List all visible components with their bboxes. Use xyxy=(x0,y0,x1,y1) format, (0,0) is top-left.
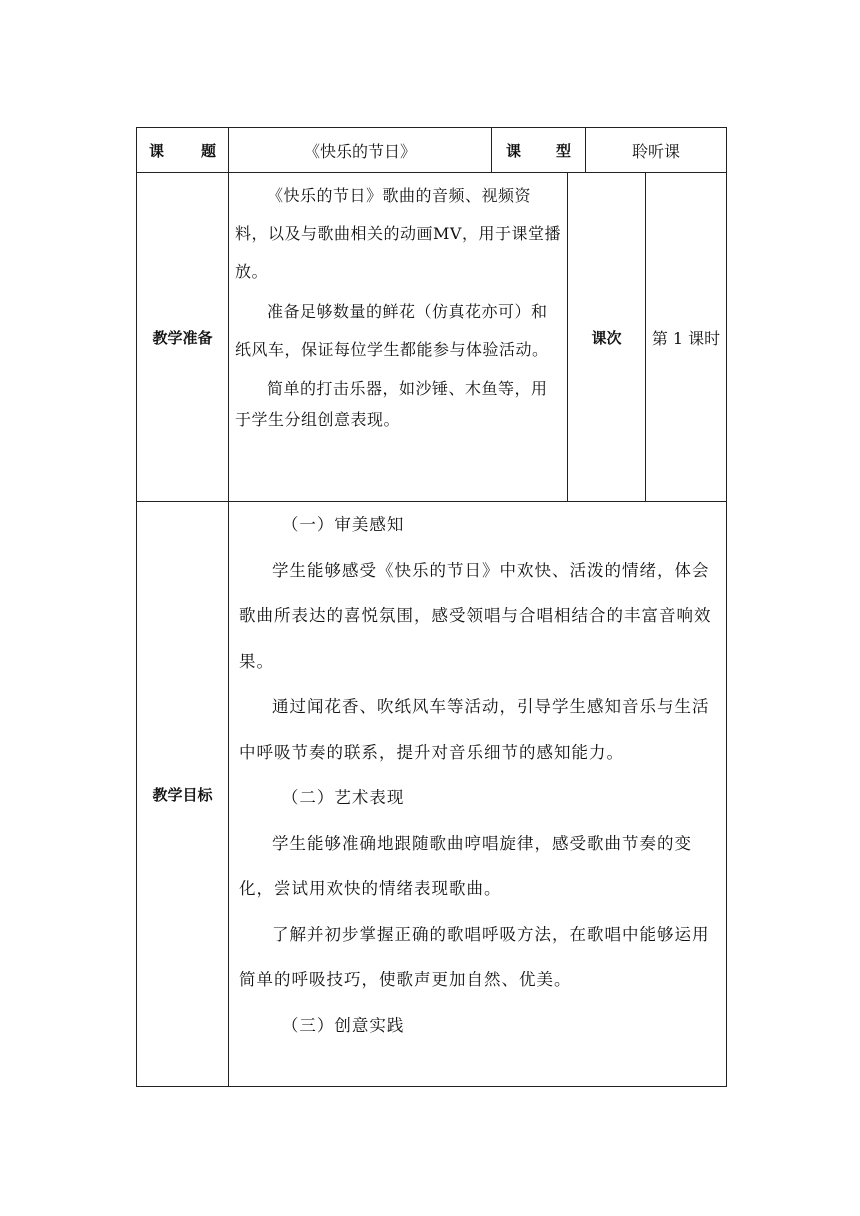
session-label: 课次 xyxy=(568,173,646,502)
goal-paragraph: 学生能够准确地跟随歌曲哼唱旋律，感受歌曲节奏的变化，尝试用欢快的情绪表现歌曲。 xyxy=(239,833,692,898)
prep-content xyxy=(229,173,568,502)
subject-label-cell xyxy=(137,128,229,173)
section-heading: （三）创意实践 xyxy=(281,1015,405,1035)
type-label-char-1: 课 xyxy=(506,141,522,160)
subject-label-char-1: 课 xyxy=(149,141,165,160)
section-heading: （二）艺术表现 xyxy=(281,788,405,807)
prep-label: 教学准备 xyxy=(137,173,229,502)
prep-row xyxy=(137,173,727,502)
goal-paragraph: 通过闻花香、吹纸风车等活动，引导学生感知音乐与生活中呼吸节奏的联系，提升对音乐细节的感知能力。 xyxy=(239,697,710,762)
type-value: 聆听课 xyxy=(586,128,727,173)
subject-label-char-2: 题 xyxy=(200,141,216,160)
lesson-plan-table xyxy=(136,127,727,1087)
prep-paragraph: 《快乐的节日》歌曲的音频、视频资料，以及与歌曲相关的动画MV，用于课堂播放。 xyxy=(235,186,561,281)
prep-paragraph: 准备足够数量的鲜花（仿真花亦可）和纸风车，保证每位学生都能参与体验活动。 xyxy=(235,302,549,359)
type-label-cell xyxy=(492,128,586,173)
goal-paragraph: 学生能够感受《快乐的节日》中欢快、活泼的情绪，体会歌曲所表达的喜悦氛围，感受领唱与合唱相结合的丰富音响效果。 xyxy=(239,560,712,671)
type-label-char-2: 型 xyxy=(555,141,571,160)
prep-paragraph: 简单的打击乐器，如沙锤、木鱼等，用于学生分组创意表现。 xyxy=(235,379,548,429)
goals-content xyxy=(229,502,727,1087)
subject-value: 《快乐的节日》 xyxy=(229,128,492,173)
session-value: 第 1 课时 xyxy=(646,173,727,502)
goals-row xyxy=(137,502,727,1087)
section-heading: （一）审美感知 xyxy=(281,515,405,534)
goals-label: 教学目标 xyxy=(137,502,229,1087)
title-row xyxy=(137,128,727,173)
goal-paragraph: 了解并初步掌握正确的歌唱呼吸方法，在歌唱中能够运用简单的呼吸技巧，使歌声更加自然、优美。 xyxy=(239,924,710,989)
